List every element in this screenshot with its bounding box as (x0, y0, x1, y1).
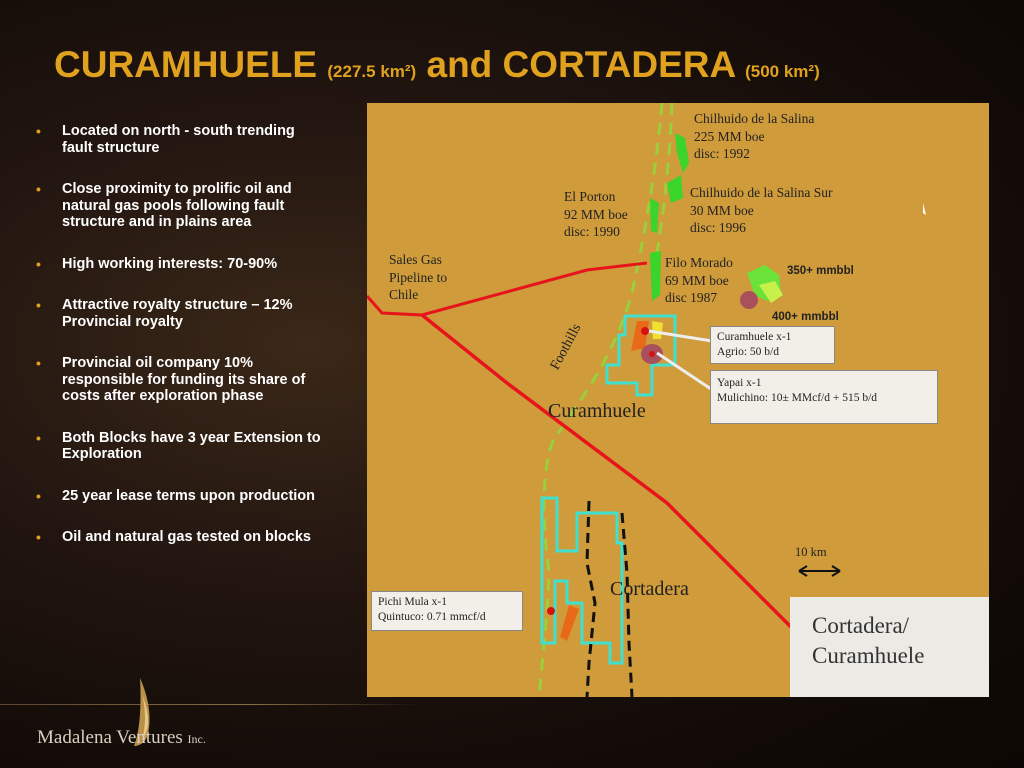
bullet-dot-icon: • (36, 255, 41, 272)
chilhuido-sur-field-shape (667, 175, 683, 203)
company-brand (37, 727, 206, 749)
yapai-x1-leader (657, 353, 717, 393)
bullet-item: • Both Blocks have 3 year Extension to Exploration (36, 429, 321, 462)
mmbbl-400-label: 400+ mmbbl (772, 311, 839, 323)
scale-label: 10 km (795, 545, 827, 559)
slide-title (54, 42, 820, 95)
bullet-dot-icon: • (36, 181, 41, 197)
bullet-item: • Attractive royalty structure – 12% Provincial royalty (36, 297, 293, 330)
pichi-mula-x1-well-marker (547, 607, 555, 615)
mmbbl-field-spot (740, 291, 758, 309)
company-suffix: Inc. (187, 732, 206, 746)
yapai-x1-well-marker (649, 351, 655, 357)
pichi-mula-field-shape (560, 605, 579, 641)
bullet-item: • 25 year lease terms upon production (36, 487, 316, 504)
title-curamhuele-area: (227.5 km²) (327, 62, 417, 81)
curamhuele-x1-well-marker (641, 327, 649, 335)
bullet-dot-icon: • (36, 487, 41, 504)
filo-morado-label: Filo Morado 69 MM boe disc 1987 (665, 255, 733, 305)
bullet-dot-icon: • (36, 123, 41, 139)
yapai-x1-callout: Yapai x-1 Mulichino: 10± MMcf/d + 515 b/d (710, 370, 938, 424)
bullet-dot-icon: • (36, 429, 41, 446)
company-name: Madalena Ventures (37, 727, 183, 748)
title-curamhuele: CURAMHUELE (54, 44, 318, 85)
chilhuido-field-shape (675, 133, 689, 173)
chilhuido-sur-label: Chilhuido de la Salina Sur 30 MM boe disc: 1996 (690, 185, 833, 235)
cortadera-dashed-boundary (587, 501, 595, 697)
foothills-label: Foothills (547, 321, 585, 373)
bullet-list (36, 123, 326, 571)
bullet-dot-icon: • (36, 355, 41, 371)
bullet-item: • Oil and natural gas tested on blocks (36, 529, 311, 545)
bullet-item: • Located on north - south trending fault structure (36, 123, 295, 156)
north-marker (923, 203, 926, 215)
bullet-dot-icon: • (36, 297, 41, 313)
cortadera-label: Cortadera (610, 578, 689, 600)
pichi-mula-x1-callout: Pichi Mula x-1 Quintuco: 0.71 mmcf/d (371, 591, 523, 631)
pipeline-label: Sales Gas Pipeline to Chile (389, 252, 448, 302)
chilhuido-label: Chilhuido de la Salina 225 MM boe disc: 1992 (694, 111, 815, 161)
title-cortadera: and CORTADERA (426, 44, 735, 85)
curamhuele-yellow-field (652, 321, 663, 339)
porton-label: El Porton 92 MM boe disc: 1990 (564, 189, 628, 239)
bullet-item: • High working interests: 70-90% (36, 255, 278, 272)
filo-morado-field-shape (650, 251, 661, 301)
curamhuele-label: Curamhuele (548, 400, 646, 422)
bullet-item: • Provincial oil company 10% responsible for funding its share of costs after exploration phase (36, 355, 306, 404)
porton-field-shape (650, 198, 659, 233)
mmbbl-350-label: 350+ mmbbl (787, 265, 854, 277)
legend-text: Cortadera/ Curamhuele (812, 613, 925, 668)
curamhuele-x1-callout: Curamhuele x-1 Agrio: 50 b/d (710, 326, 835, 364)
bullet-item: • Close proximity to prolific oil and natural gas pools following fault structure and in plains area (36, 181, 292, 230)
title-cortadera-area: (500 km²) (745, 62, 820, 81)
block-location-map (367, 103, 989, 697)
footer-divider (0, 704, 420, 705)
map-legend (790, 597, 989, 697)
bullet-dot-icon: • (36, 529, 41, 545)
